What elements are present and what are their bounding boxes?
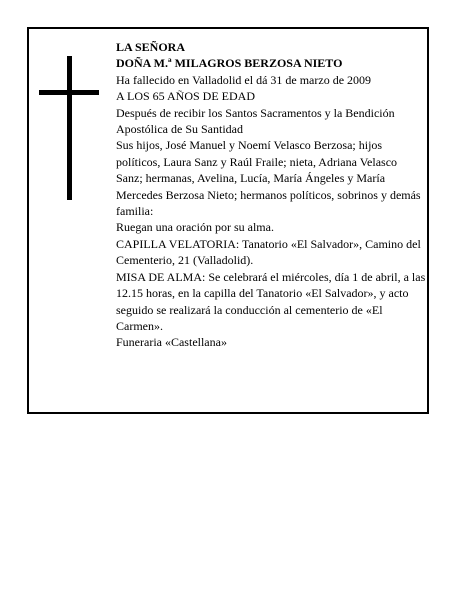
notice-death-date: Ha fallecido en Valladolid el dá 31 de marzo de 2009 [116, 72, 372, 87]
notice-family: Sus hijos, José Manuel y Noemí Velasco Berzosa; hijos políticos, Laura Sanz y Raúl Fraile; nieta, Adriana Velasco Sanz; hermanas, Avelina, Lucía, María Ángeles y María Mercedes Berzosa Nieto; hermanos políticos, sobrinos y demás familia: [116, 138, 421, 219]
notice-chapel: CAPILLA VELATORIA: Tanatorio «El Salvador», Camino del Cementerio, 21 (Valladolid). [116, 236, 421, 268]
notice-sacraments: Después de recibir los Santos Sacramentos y la Bendición Apostólica de Su Santidad [116, 105, 395, 137]
notice-text-block [116, 39, 426, 351]
obituary-notice [27, 27, 429, 414]
cross-horizontal-bar [39, 90, 99, 95]
notice-funeral-home: Funeraria «Castellana» [116, 335, 227, 350]
cross-vertical-bar [67, 56, 72, 200]
notice-deceased-name: DOÑA M.ª MILAGROS BERZOSA NIETO [116, 56, 343, 71]
notice-title-line1: LA SEÑORA [116, 40, 186, 54]
notice-mass: MISA DE ALMA: Se celebrará el miércoles, día 1 de abril, a las 12.15 horas, en la capilla del Tanatorio «El Salvador», y acto seguido se realizará la conducción al cementerio de «El Carmen». [116, 269, 426, 333]
notice-prayer: Ruegan una oración por su alma. [116, 220, 274, 235]
notice-age: A LOS 65 AÑOS DE EDAD [116, 89, 256, 104]
cross-icon [39, 56, 99, 200]
